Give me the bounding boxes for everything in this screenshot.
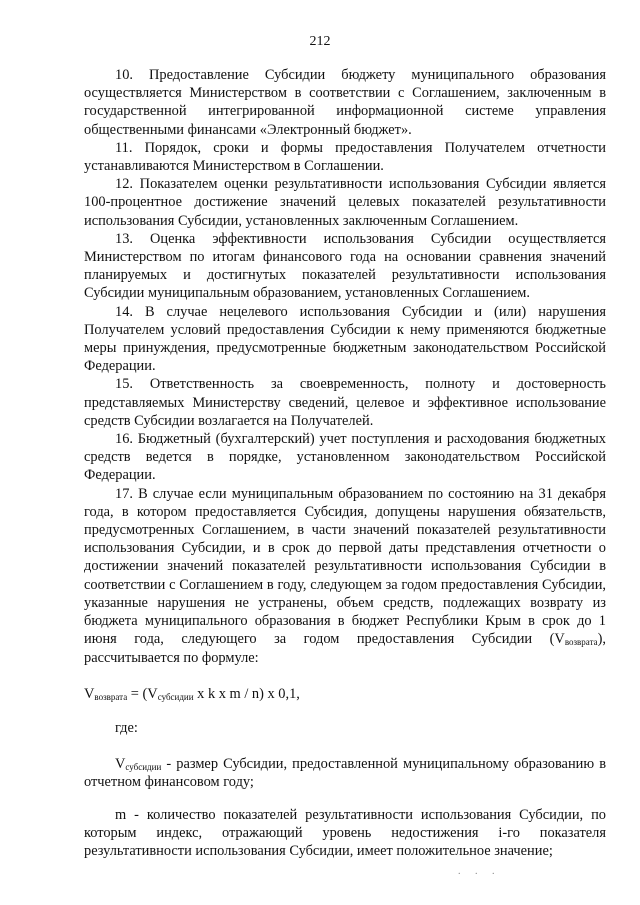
formula-mid-subscript: субсидии: [157, 691, 194, 702]
paragraph-17: [84, 485, 606, 667]
formula-mid: = (V: [127, 685, 158, 702]
paragraph-11: 11. Порядок, сроки и формы предоставления Получателем отчетности устанавливаются Министерством в Соглашении.: [84, 139, 606, 175]
paragraph-16: 16. Бюджетный (бухгалтерский) учет поступления и расходования бюджетных средств ведется в порядке, установленном законодательством Российской Федерации.: [84, 431, 606, 484]
formula-v-subscript: возврата: [94, 691, 128, 702]
paragraph-12: 12. Показателем оценки результативности использования Субсидии является 100-процентное достижение значений целевых показателей результативности использования Субсидии, установленных заключенным Соглашением.: [84, 176, 606, 229]
formula-rest: x k x m / n) x 0,1,: [193, 685, 300, 702]
paragraph-13: 13. Оценка эффективности использования Субсидии осуществляется Министерством по итогам финансового года на основании сравнения значений планируемых и достигнутых показателей результативности использования Субсидии муниципальным образованием, установленных Соглашением.: [84, 230, 606, 302]
definition-m: m - количество показателей результативности использования Субсидии, по которым индекс, отражающий уровень недостижения i-го показателя результативности использования Субсидии, имеет положительное значение;: [84, 806, 606, 859]
bottom-mark: . . .: [458, 866, 501, 877]
paragraph-10: 10. Предоставление Субсидии бюджету муниципального образования осуществляется Министерством в соответствии с Соглашением, заключенным в государственной интегрированной информационной системе управления общественными финансами «Электронный бюджет».: [84, 67, 606, 138]
paragraph-17-tail: ), рассчитывается по формуле:: [84, 631, 606, 666]
document-body: [84, 66, 606, 860]
definition-v-text: - размер Субсидии, предоставленной муниципальному образованию в отчетном финансовом году;: [84, 756, 606, 791]
definition-v: V: [115, 756, 126, 773]
paragraph-15: 15. Ответственность за своевременность, полноту и достоверность представляемых Министерству сведений, целевое и эффективное использование средств Субсидии возлагается на Получателей.: [84, 376, 606, 429]
paragraph-17-text: 17. В случае если муниципальным образованием по состоянию на 31 декабря года, в котором предоставляется Субсидия, допущены нарушения обязательств, предусмотренных Соглашением, в части значений показателей результативности использования Субсидии, и в срок до первой даты представления отчетности о достижении значений показателей результативности использования Субсидии в соответствии с Соглашением в году, следующем за годом предоставления Субсидии, указанные нарушения не устранены, объем средств, подлежащих возврату из бюджета муниципального образования в бюджет Республики Крым в срок до 1 июня года, следующего за годом предоставления Субсидии (V: [84, 485, 606, 648]
paragraph-17-subscript: возврата: [564, 637, 598, 648]
page-number: 212: [309, 34, 331, 49]
definition-v-subsidy: [84, 755, 606, 791]
refund-formula: [84, 685, 606, 703]
formula-v: V: [84, 685, 95, 702]
paragraph-14: 14. В случае нецелевого использования Субсидии и (или) нарушения Получателем условий предоставления Субсидии к нему применяются бюджетные меры принуждения, предусмотренные бюджетным законодательством Российской Федерации.: [84, 303, 606, 375]
definition-v-subscript: субсидии: [125, 762, 162, 773]
where-label: где:: [115, 719, 138, 736]
